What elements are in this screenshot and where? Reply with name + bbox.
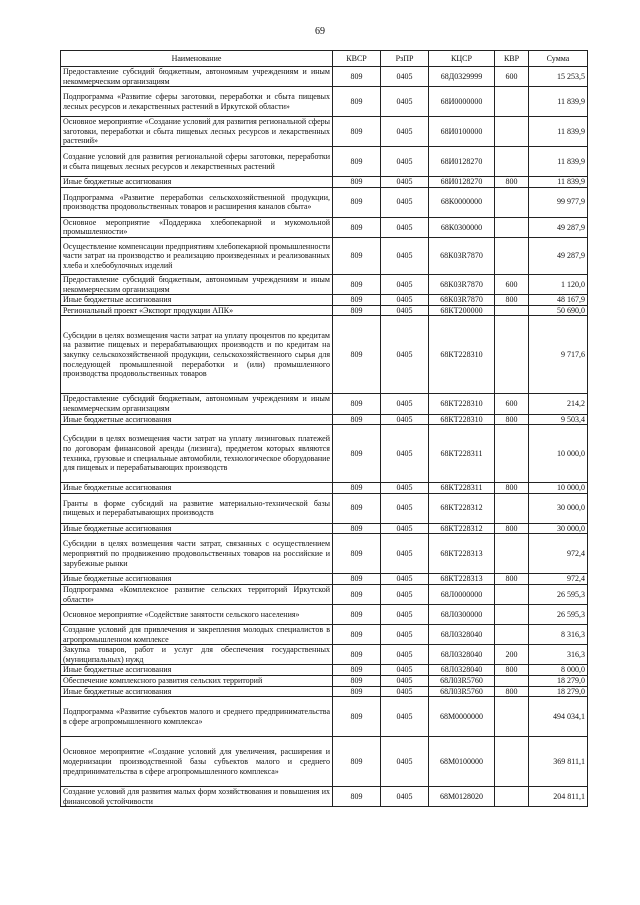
row-name-cell: Основное мероприятие «Содействие занятости сельского населения» bbox=[61, 605, 333, 625]
row-kvsr-cell: 809 bbox=[333, 274, 381, 294]
table-row bbox=[61, 305, 588, 316]
table-row bbox=[61, 737, 588, 787]
row-kcsr-cell: 68Л0328040 bbox=[429, 665, 495, 676]
row-rzpr-cell: 0405 bbox=[381, 87, 429, 117]
table-row bbox=[61, 147, 588, 177]
row-kcsr-cell: 68КТ228310 bbox=[429, 414, 495, 425]
row-kvsr-cell: 809 bbox=[333, 237, 381, 274]
row-rzpr-cell: 0405 bbox=[381, 237, 429, 274]
row-rzpr-cell: 0405 bbox=[381, 117, 429, 147]
row-rzpr-cell: 0405 bbox=[381, 295, 429, 306]
row-sum-cell: 316,3 bbox=[529, 645, 588, 665]
table-row bbox=[61, 523, 588, 534]
row-name-cell: Региональный проект «Экспорт продукции АПК» bbox=[61, 305, 333, 316]
row-kcsr-cell: 68К03R7870 bbox=[429, 295, 495, 306]
row-name-cell: Иные бюджетные ассигнования bbox=[61, 686, 333, 697]
row-kcsr-cell: 68М0128020 bbox=[429, 787, 495, 807]
table-row bbox=[61, 625, 588, 645]
row-sum-cell: 972,4 bbox=[529, 534, 588, 574]
row-kvr-cell: 800 bbox=[495, 665, 529, 676]
row-kcsr-cell: 68Л0300000 bbox=[429, 605, 495, 625]
row-sum-cell: 11 839,9 bbox=[529, 117, 588, 147]
row-kcsr-cell: 68Л0328040 bbox=[429, 645, 495, 665]
row-rzpr-cell: 0405 bbox=[381, 787, 429, 807]
row-kvsr-cell: 809 bbox=[333, 584, 381, 604]
row-rzpr-cell: 0405 bbox=[381, 425, 429, 483]
row-kvr-cell: 600 bbox=[495, 67, 529, 87]
row-kvr-cell bbox=[495, 117, 529, 147]
row-name-cell: Иные бюджетные ассигнования bbox=[61, 177, 333, 188]
table-row bbox=[61, 177, 588, 188]
row-name-cell: Гранты в форме субсидий на развитие материально-технической базы пищевых и перерабатывающих производств bbox=[61, 493, 333, 523]
table-row bbox=[61, 584, 588, 604]
row-kvr-cell bbox=[495, 584, 529, 604]
table-row bbox=[61, 274, 588, 294]
row-rzpr-cell: 0405 bbox=[381, 394, 429, 414]
row-kvsr-cell: 809 bbox=[333, 737, 381, 787]
row-name-cell: Предоставление субсидий бюджетным, автономным учреждениям и иным некоммерческим организациям bbox=[61, 67, 333, 87]
row-kvr-cell bbox=[495, 676, 529, 687]
row-kvr-cell bbox=[495, 237, 529, 274]
row-kvsr-cell: 809 bbox=[333, 605, 381, 625]
row-kvsr-cell: 809 bbox=[333, 697, 381, 737]
row-kvr-cell bbox=[495, 217, 529, 237]
table-row bbox=[61, 534, 588, 574]
header-name: Наименование bbox=[61, 51, 333, 67]
row-kvsr-cell: 809 bbox=[333, 217, 381, 237]
row-kvsr-cell: 809 bbox=[333, 645, 381, 665]
row-kcsr-cell: 68М0100000 bbox=[429, 737, 495, 787]
row-kcsr-cell: 68И0000000 bbox=[429, 87, 495, 117]
table-row bbox=[61, 237, 588, 274]
table-header-row bbox=[61, 51, 588, 67]
table-row bbox=[61, 665, 588, 676]
row-rzpr-cell: 0405 bbox=[381, 493, 429, 523]
row-kvsr-cell: 809 bbox=[333, 686, 381, 697]
row-kcsr-cell: 68М0000000 bbox=[429, 697, 495, 737]
row-kvr-cell bbox=[495, 147, 529, 177]
row-kcsr-cell: 68КТ228312 bbox=[429, 523, 495, 534]
row-kvr-cell bbox=[495, 305, 529, 316]
row-rzpr-cell: 0405 bbox=[381, 584, 429, 604]
row-kvsr-cell: 809 bbox=[333, 394, 381, 414]
row-name-cell: Иные бюджетные ассигнования bbox=[61, 414, 333, 425]
row-kcsr-cell: 68И0128270 bbox=[429, 147, 495, 177]
row-sum-cell: 204 811,1 bbox=[529, 787, 588, 807]
table-row bbox=[61, 574, 588, 585]
row-kvr-cell bbox=[495, 316, 529, 394]
row-kvr-cell bbox=[495, 534, 529, 574]
table-row bbox=[61, 67, 588, 87]
row-kcsr-cell: 68К0000000 bbox=[429, 187, 495, 217]
row-kvr-cell bbox=[495, 605, 529, 625]
row-sum-cell: 49 287,9 bbox=[529, 237, 588, 274]
row-kvr-cell: 800 bbox=[495, 483, 529, 494]
row-sum-cell: 10 000,0 bbox=[529, 483, 588, 494]
row-kvsr-cell: 809 bbox=[333, 534, 381, 574]
row-rzpr-cell: 0405 bbox=[381, 147, 429, 177]
table-row bbox=[61, 787, 588, 807]
row-rzpr-cell: 0405 bbox=[381, 67, 429, 87]
row-rzpr-cell: 0405 bbox=[381, 697, 429, 737]
row-sum-cell: 494 034,1 bbox=[529, 697, 588, 737]
row-kvsr-cell: 809 bbox=[333, 483, 381, 494]
header-kvsr: КВСР bbox=[333, 51, 381, 67]
row-kvr-cell bbox=[495, 625, 529, 645]
row-sum-cell: 30 000,0 bbox=[529, 493, 588, 523]
row-sum-cell: 99 977,9 bbox=[529, 187, 588, 217]
row-name-cell: Основное мероприятие «Создание условий для увеличения, расширения и модернизации производственной базы субъектов малого и среднего предпринимательства в сфере агропромышленного комплекса» bbox=[61, 737, 333, 787]
row-kvr-cell: 800 bbox=[495, 177, 529, 188]
header-sum: Сумма bbox=[529, 51, 588, 67]
row-sum-cell: 11 839,9 bbox=[529, 177, 588, 188]
row-kvr-cell: 600 bbox=[495, 274, 529, 294]
row-kvsr-cell: 809 bbox=[333, 414, 381, 425]
row-sum-cell: 26 595,3 bbox=[529, 605, 588, 625]
row-kcsr-cell: 68Л03R5760 bbox=[429, 686, 495, 697]
row-rzpr-cell: 0405 bbox=[381, 217, 429, 237]
row-kvr-cell: 800 bbox=[495, 574, 529, 585]
row-kvsr-cell: 809 bbox=[333, 316, 381, 394]
row-name-cell: Подпрограмма «Развитие субъектов малого и среднего предпринимательства в сфере агропромышленного комплекса» bbox=[61, 697, 333, 737]
row-rzpr-cell: 0405 bbox=[381, 625, 429, 645]
row-kvr-cell bbox=[495, 187, 529, 217]
table-row bbox=[61, 493, 588, 523]
row-kvr-cell: 800 bbox=[495, 414, 529, 425]
row-rzpr-cell: 0405 bbox=[381, 645, 429, 665]
row-sum-cell: 50 690,0 bbox=[529, 305, 588, 316]
row-kvr-cell bbox=[495, 425, 529, 483]
table-row bbox=[61, 394, 588, 414]
table-body bbox=[61, 67, 588, 807]
row-rzpr-cell: 0405 bbox=[381, 305, 429, 316]
row-rzpr-cell: 0405 bbox=[381, 665, 429, 676]
row-kcsr-cell: 68Л0000000 bbox=[429, 584, 495, 604]
row-name-cell: Закупка товаров, работ и услуг для обеспечения государственных (муниципальных) нужд bbox=[61, 645, 333, 665]
row-sum-cell: 8 316,3 bbox=[529, 625, 588, 645]
row-name-cell: Подпрограмма «Развитие переработки сельскохозяйственной продукции, производства продовольственных товаров и расширения каналов сбыта» bbox=[61, 187, 333, 217]
row-kvsr-cell: 809 bbox=[333, 87, 381, 117]
row-sum-cell: 1 120,0 bbox=[529, 274, 588, 294]
table-row bbox=[61, 676, 588, 687]
row-kvr-cell bbox=[495, 493, 529, 523]
page-number: 69 bbox=[315, 26, 325, 37]
table-row bbox=[61, 217, 588, 237]
row-kvsr-cell: 809 bbox=[333, 67, 381, 87]
row-kvsr-cell: 809 bbox=[333, 117, 381, 147]
budget-table bbox=[60, 50, 588, 807]
table-row bbox=[61, 697, 588, 737]
row-name-cell: Иные бюджетные ассигнования bbox=[61, 523, 333, 534]
row-sum-cell: 26 595,3 bbox=[529, 584, 588, 604]
row-kvsr-cell: 809 bbox=[333, 425, 381, 483]
row-kvsr-cell: 809 bbox=[333, 523, 381, 534]
row-kvr-cell bbox=[495, 87, 529, 117]
row-kvsr-cell: 809 bbox=[333, 574, 381, 585]
row-name-cell: Субсидии в целях возмещения части затрат, связанных с осуществлением мероприятий по продвижению продовольственных товаров на российские и зарубежные рынки bbox=[61, 534, 333, 574]
header-kcsr: КЦСР bbox=[429, 51, 495, 67]
row-kvsr-cell: 809 bbox=[333, 305, 381, 316]
row-kvr-cell: 800 bbox=[495, 686, 529, 697]
row-kcsr-cell: 68КТ228313 bbox=[429, 534, 495, 574]
row-kvsr-cell: 809 bbox=[333, 187, 381, 217]
row-name-cell: Создание условий для привлечения и закрепления молодых специалистов в агропромышленном комплексе bbox=[61, 625, 333, 645]
row-name-cell: Создание условий для развития региональной сферы заготовки, переработки и сбыта пищевых лесных ресурсов и лекарственных растений bbox=[61, 147, 333, 177]
row-kcsr-cell: 68КТ228311 bbox=[429, 425, 495, 483]
row-name-cell: Иные бюджетные ассигнования bbox=[61, 295, 333, 306]
row-kcsr-cell: 68КТ228310 bbox=[429, 394, 495, 414]
row-kcsr-cell: 68КТ228313 bbox=[429, 574, 495, 585]
row-rzpr-cell: 0405 bbox=[381, 274, 429, 294]
row-kcsr-cell: 68КТ228310 bbox=[429, 316, 495, 394]
row-kvr-cell: 800 bbox=[495, 295, 529, 306]
row-sum-cell: 369 811,1 bbox=[529, 737, 588, 787]
row-sum-cell: 9 503,4 bbox=[529, 414, 588, 425]
row-rzpr-cell: 0405 bbox=[381, 523, 429, 534]
row-sum-cell: 18 279,0 bbox=[529, 676, 588, 687]
row-name-cell: Основное мероприятие «Создание условий для развития региональной сферы заготовки, переработки и сбыта пищевых лесных ресурсов и лекарственных растений» bbox=[61, 117, 333, 147]
row-name-cell: Обеспечение комплексного развития сельских территорий bbox=[61, 676, 333, 687]
row-kvsr-cell: 809 bbox=[333, 295, 381, 306]
row-kvsr-cell: 809 bbox=[333, 493, 381, 523]
row-kcsr-cell: 68К03R7870 bbox=[429, 237, 495, 274]
table-row bbox=[61, 87, 588, 117]
row-sum-cell: 48 167,9 bbox=[529, 295, 588, 306]
row-name-cell: Иные бюджетные ассигнования bbox=[61, 574, 333, 585]
row-name-cell: Подпрограмма «Развитие сферы заготовки, переработки и сбыта пищевых лесных ресурсов и лекарственных растений в Иркутской области» bbox=[61, 87, 333, 117]
row-kcsr-cell: 68КТ200000 bbox=[429, 305, 495, 316]
row-rzpr-cell: 0405 bbox=[381, 177, 429, 188]
row-kvr-cell: 800 bbox=[495, 523, 529, 534]
table-row bbox=[61, 414, 588, 425]
table-row bbox=[61, 686, 588, 697]
row-rzpr-cell: 0405 bbox=[381, 187, 429, 217]
row-sum-cell: 10 000,0 bbox=[529, 425, 588, 483]
row-name-cell: Иные бюджетные ассигнования bbox=[61, 483, 333, 494]
table-row bbox=[61, 483, 588, 494]
row-name-cell: Иные бюджетные ассигнования bbox=[61, 665, 333, 676]
row-name-cell: Субсидии в целях возмещения части затрат на уплату лизинговых платежей по договорам финансовой аренды (лизинга), предметом которых являются техника, грузовые и специальные автомобили, технологическое оборудование для пищевых и перерабатывающих производств bbox=[61, 425, 333, 483]
row-kvsr-cell: 809 bbox=[333, 787, 381, 807]
row-kvr-cell bbox=[495, 737, 529, 787]
table-row bbox=[61, 605, 588, 625]
row-name-cell: Подпрограмма «Комплексное развитие сельских территорий Иркутской области» bbox=[61, 584, 333, 604]
row-name-cell: Осуществление компенсации предприятиям хлебопекарной промышленности части затрат на производство и реализацию произведенных и реализованных хлеба и хлебобулочных изделий bbox=[61, 237, 333, 274]
row-rzpr-cell: 0405 bbox=[381, 737, 429, 787]
row-kcsr-cell: 68Л0328040 bbox=[429, 625, 495, 645]
row-kvsr-cell: 809 bbox=[333, 177, 381, 188]
row-name-cell: Создание условий для развития малых форм хозяйствования и повышения их финансовой устойчивости bbox=[61, 787, 333, 807]
row-kvr-cell bbox=[495, 697, 529, 737]
row-sum-cell: 972,4 bbox=[529, 574, 588, 585]
table-row bbox=[61, 187, 588, 217]
row-kvr-cell bbox=[495, 787, 529, 807]
row-name-cell: Предоставление субсидий бюджетным, автономным учреждениям и иным некоммерческим организациям bbox=[61, 274, 333, 294]
row-sum-cell: 18 279,0 bbox=[529, 686, 588, 697]
row-rzpr-cell: 0405 bbox=[381, 605, 429, 625]
row-kvsr-cell: 809 bbox=[333, 676, 381, 687]
row-kcsr-cell: 68КТ228311 bbox=[429, 483, 495, 494]
table-row bbox=[61, 645, 588, 665]
row-sum-cell: 11 839,9 bbox=[529, 87, 588, 117]
row-sum-cell: 8 000,0 bbox=[529, 665, 588, 676]
row-rzpr-cell: 0405 bbox=[381, 316, 429, 394]
row-kvr-cell: 600 bbox=[495, 394, 529, 414]
row-kcsr-cell: 68И0128270 bbox=[429, 177, 495, 188]
row-kvsr-cell: 809 bbox=[333, 147, 381, 177]
row-kcsr-cell: 68И0100000 bbox=[429, 117, 495, 147]
row-rzpr-cell: 0405 bbox=[381, 574, 429, 585]
row-sum-cell: 49 287,9 bbox=[529, 217, 588, 237]
row-sum-cell: 9 717,6 bbox=[529, 316, 588, 394]
row-kcsr-cell: 68КТ228312 bbox=[429, 493, 495, 523]
row-kcsr-cell: 68К0300000 bbox=[429, 217, 495, 237]
table-row bbox=[61, 425, 588, 483]
table-row bbox=[61, 295, 588, 306]
row-kvr-cell: 200 bbox=[495, 645, 529, 665]
row-rzpr-cell: 0405 bbox=[381, 414, 429, 425]
table-row bbox=[61, 316, 588, 394]
row-kcsr-cell: 68Д0329999 bbox=[429, 67, 495, 87]
row-kvsr-cell: 809 bbox=[333, 625, 381, 645]
row-sum-cell: 214,2 bbox=[529, 394, 588, 414]
row-name-cell: Предоставление субсидий бюджетным, автономным учреждениям и иным некоммерческим организациям bbox=[61, 394, 333, 414]
row-kvsr-cell: 809 bbox=[333, 665, 381, 676]
row-rzpr-cell: 0405 bbox=[381, 483, 429, 494]
row-rzpr-cell: 0405 bbox=[381, 676, 429, 687]
row-sum-cell: 30 000,0 bbox=[529, 523, 588, 534]
row-kcsr-cell: 68К03R7870 bbox=[429, 274, 495, 294]
row-kcsr-cell: 68Л03R5760 bbox=[429, 676, 495, 687]
row-sum-cell: 11 839,9 bbox=[529, 147, 588, 177]
row-sum-cell: 15 253,5 bbox=[529, 67, 588, 87]
table-row bbox=[61, 117, 588, 147]
header-kvr: КВР bbox=[495, 51, 529, 67]
row-rzpr-cell: 0405 bbox=[381, 686, 429, 697]
header-rzpr: РзПР bbox=[381, 51, 429, 67]
row-rzpr-cell: 0405 bbox=[381, 534, 429, 574]
row-name-cell: Основное мероприятие «Поддержка хлебопекарной и мукомольной промышленности» bbox=[61, 217, 333, 237]
row-name-cell: Субсидии в целях возмещения части затрат на уплату процентов по кредитам на развитие пищевых и перерабатывающих производств и по кредитам на закупку сельскохозяйственной продукции, сельскохозяйственного сырья для последующей промышленной переработки и (или) промышленного производства продовольственных товаров bbox=[61, 316, 333, 394]
